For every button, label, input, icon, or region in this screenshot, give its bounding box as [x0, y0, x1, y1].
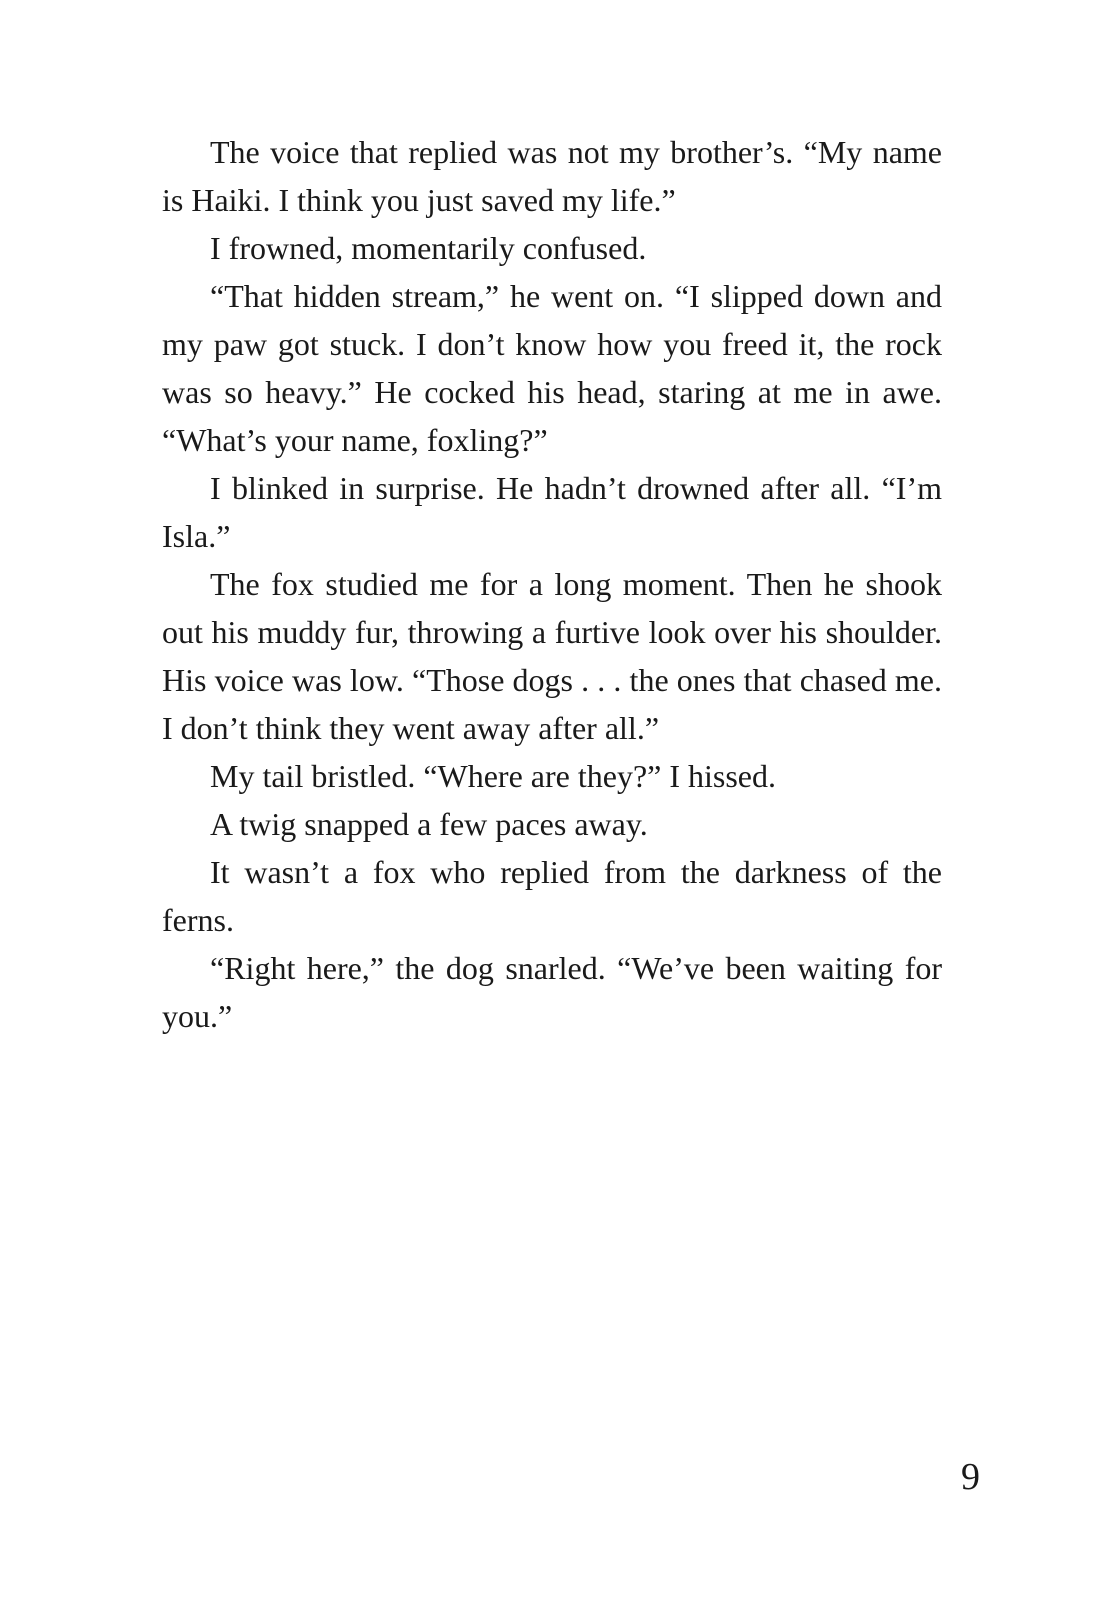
paragraph: I blinked in surprise. He hadn’t drowned after all. “I’m Isla.” — [162, 470, 942, 554]
body-text — [162, 128, 942, 1040]
paragraph: A twig snapped a few paces away. — [210, 806, 648, 842]
paragraph: The voice that replied was not my brother’s. “My name is Haiki. I think you just saved my life.” — [162, 134, 942, 218]
paragraph: The fox studied me for a long moment. Then he shook out his muddy fur, throwing a furtive look over his shoulder. His voice was low. “Those dogs . . . the ones that chased me. I don’t think they went away after all.” — [162, 566, 942, 746]
paragraph: I frowned, momentarily confused. — [210, 230, 647, 266]
page-number: 9 — [961, 1456, 980, 1498]
paragraph: My tail bristled. “Where are they?” I hissed. — [210, 758, 776, 794]
paragraph: It wasn’t a fox who replied from the darkness of the ferns. — [162, 854, 942, 938]
paragraph: “That hidden stream,” he went on. “I slipped down and my paw got stuck. I don’t know how you freed it, the rock was so heavy.” He cocked his head, staring at me in awe. “What’s your name, foxling?” — [162, 278, 942, 458]
paragraph: “Right here,” the dog snarled. “We’ve been waiting for you.” — [162, 950, 942, 1034]
